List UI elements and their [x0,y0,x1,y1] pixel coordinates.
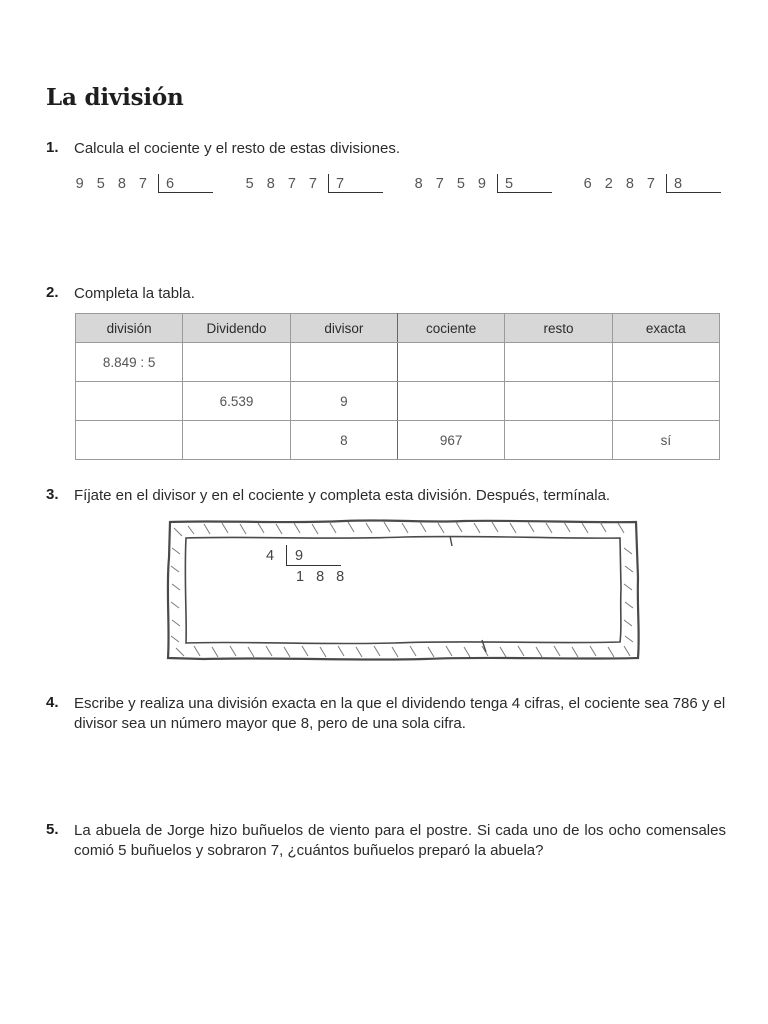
exercise-text: Fíjate en el divisor y en el cociente y completa esta división. Después, termínala. [74,487,611,504]
exercise-1 [46,139,726,159]
table-cell[interactable] [612,343,719,382]
quotient: 1 8 8 [296,569,349,585]
exercise-text: Calcula el cociente y el resto de estas divisiones. [74,140,401,157]
table-cell[interactable] [290,343,397,382]
dividend: 6 2 8 7 [583,176,658,192]
table-row [76,343,720,382]
exercise-text: Escribe y realiza una división exacta en la que el dividendo tenga 4 cifras, el cociente sea 786 y el divisor sea un número mayor que 8, pero de una sola cifra. [74,695,726,732]
table-cell[interactable] [505,382,612,421]
table-cell[interactable]: 6.539 [183,382,290,421]
column-header: divisor [290,314,397,343]
exercise-3 [46,486,726,506]
table-cell[interactable]: 9 [290,382,397,421]
sketch-frame-illustration [164,518,642,662]
table-header-row [76,314,720,343]
table-cell[interactable] [397,382,504,421]
table-cell[interactable] [612,382,719,421]
dividend: 9 5 8 7 [75,176,150,192]
table-cell[interactable]: 967 [397,421,504,460]
table-row [76,421,720,460]
column-header: cociente [397,314,504,343]
table-row [76,382,720,421]
divisor: 6 [166,176,175,192]
dividend: 8 7 5 9 [414,176,489,192]
table-cell[interactable] [76,421,183,460]
dividend: 4 [266,548,275,564]
divisor: 9 [295,548,304,564]
exercise-number: 5. [46,821,59,838]
exercise-number: 2. [46,284,59,301]
table-cell[interactable]: sí [612,421,719,460]
exercise-5 [46,821,726,861]
exercise-4 [46,694,726,734]
table-cell[interactable] [76,382,183,421]
table-cell[interactable] [505,343,612,382]
table-cell[interactable] [505,421,612,460]
column-header: división [76,314,183,343]
page-title: La división [46,84,184,111]
exercise-text: Completa la tabla. [74,285,195,302]
column-header: Dividendo [183,314,290,343]
exercise-number: 1. [46,139,59,156]
table-cell[interactable] [183,421,290,460]
table-cell[interactable] [397,343,504,382]
divisor: 8 [674,176,683,192]
table-cell[interactable]: 8.849 : 5 [76,343,183,382]
divisor: 5 [505,176,514,192]
table-cell[interactable]: 8 [290,421,397,460]
exercise-text: La abuela de Jorge hizo buñuelos de viento para el postre. Si cada uno de los ocho comensales comió 5 buñuelos y sobraron 7, ¿cuántos buñuelos preparó la abuela? [74,822,726,859]
column-header: exacta [612,314,719,343]
division-table [75,313,720,460]
exercise-number: 4. [46,694,59,711]
table-cell[interactable] [183,343,290,382]
dividend: 5 8 7 7 [245,176,320,192]
exercise-2 [46,284,726,304]
divisor: 7 [336,176,345,192]
column-header: resto [505,314,612,343]
exercise-number: 3. [46,486,59,503]
